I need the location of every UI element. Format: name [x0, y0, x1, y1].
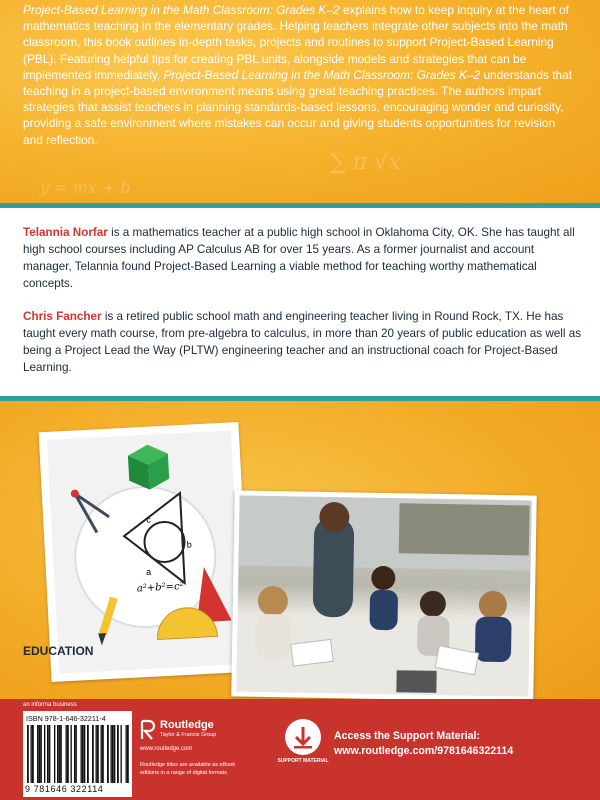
barcode-bar — [87, 725, 89, 783]
barcode-bar — [61, 725, 62, 783]
barcode-bar — [114, 725, 115, 783]
barcode-bar — [76, 725, 77, 783]
barcode-box — [23, 711, 132, 797]
barcode-bar — [27, 725, 29, 783]
footer-panel — [0, 699, 600, 800]
barcode-bar — [74, 725, 75, 783]
description-text: explains how to keep inquiry at the heart of mathematics teaching in the elementary grades. Helping teachers integrate other subjects into the math classroom, this book outlines in-depth tasks, projects and routines to support Project-Based Learning (PBL). Featuring helpful tips for creating PBL units, alongside models and strategies that can be implemented immediately, — [23, 3, 569, 82]
barcode-bar — [107, 725, 109, 783]
barcode-bar — [121, 725, 122, 783]
background-math-doodle: y = mx + b — [40, 178, 131, 197]
barcode-bar — [41, 725, 42, 783]
book-title-italic: Project-Based Learning in the Math Classroom: Grades K–2 — [163, 67, 481, 82]
triangle-label: b — [186, 539, 192, 550]
barcode-bar — [37, 725, 39, 783]
barcode-bar — [49, 725, 50, 783]
author-bio — [23, 308, 583, 376]
publisher-subtitle: Taylor & Francis Group — [160, 732, 217, 738]
barcode-bar — [54, 725, 55, 783]
barcode-bar — [44, 725, 45, 783]
author-bios-panel — [0, 208, 600, 396]
geometry-illustration — [47, 430, 243, 673]
triangle-label: c — [146, 514, 152, 525]
publisher-name: Routledge — [160, 719, 214, 731]
barcode-bar — [59, 725, 60, 783]
ebook-note: Routledge titles are available as eBook editions in a range of digital formats — [140, 762, 236, 776]
author-bio — [23, 224, 583, 292]
barcode-bar — [117, 725, 119, 783]
author-bio-text: is a mathematics teacher at a public high school in Oklahoma City, OK. She has taught all high school courses including AP Calculus AB for over 15 years. As a former journalist and account manager, Telannia found Project-Based Learning a viable method for teaching worthy mathematical concepts. — [23, 226, 575, 290]
barcode-bar — [92, 725, 94, 783]
classroom-photo — [231, 490, 537, 701]
barcode-bar — [127, 725, 129, 783]
barcode-bar — [82, 725, 84, 783]
background-math-doodle: ∑ π √x — [330, 150, 401, 175]
barcode-bar — [39, 725, 40, 783]
barcode-bar — [67, 725, 69, 783]
barcode-bar — [96, 725, 97, 783]
barcode-bar — [111, 725, 112, 783]
barcode-bar — [84, 725, 85, 783]
routledge-logo-icon — [140, 719, 156, 741]
book-title-italic: Project-Based Learning in the Math Classroom: Grades K–2 — [23, 3, 340, 17]
support-badge-text: SUPPORT MATERIAL — [277, 758, 329, 764]
informa-tagline: an informa business — [23, 702, 77, 708]
barcode-bar — [57, 725, 59, 783]
cube-icon — [127, 444, 169, 491]
barcode-bar — [32, 725, 34, 783]
publisher-website[interactable]: www.routledge.com — [140, 746, 193, 752]
barcode-bar — [71, 725, 72, 783]
author-bio-text: is a retired public school math and engineering teacher living in Round Rock, TX. He has taught every math course, from pre-algebra to calculus, in more than 20 years of public education as well as being a Project Lead the Way (PLTW) engineering teacher and an instructional coach for Project-Based Learning. — [23, 310, 582, 374]
isbn-text: ISBN 978-1-646-32211-4 — [26, 714, 106, 723]
triangle-label: a — [145, 566, 152, 577]
support-access-title: Access the Support Material: — [334, 730, 480, 742]
support-material-badge-icon — [277, 717, 329, 764]
description-text: understands that teaching in a project-based environment means using great teaching practices. The authors impart strategies that assist teachers in planning standards-based lessons, encouraging wonder and curiosity, providing a safe environment where mistakes can occur and giving students opportunities for revision and reflection. — [23, 67, 573, 147]
author-name: Telannia Norfar — [23, 226, 108, 239]
illustration-panel — [0, 401, 600, 699]
barcode-bar — [66, 725, 67, 783]
book-description — [23, 2, 578, 148]
barcode-bar — [81, 725, 82, 783]
classroom-photo-illustration — [236, 495, 531, 696]
pythagorean-formula: a²+b²=c² — [136, 581, 184, 595]
barcode-bar — [97, 725, 99, 783]
barcode-icon — [27, 725, 128, 785]
barcode-bar — [101, 725, 102, 783]
barcode-bar — [47, 725, 49, 783]
author-name: Chris Fancher — [23, 310, 102, 323]
category-label: EDUCATION — [23, 644, 94, 658]
barcode-bar — [126, 725, 127, 783]
description-panel — [0, 0, 600, 203]
barcode-bar — [102, 725, 104, 783]
barcode-bar — [112, 725, 114, 783]
barcode-number: 9 781646 322114 — [25, 784, 104, 794]
support-access-url[interactable]: www.routledge.com/9781646322114 — [334, 745, 514, 757]
barcode-bar — [31, 725, 32, 783]
